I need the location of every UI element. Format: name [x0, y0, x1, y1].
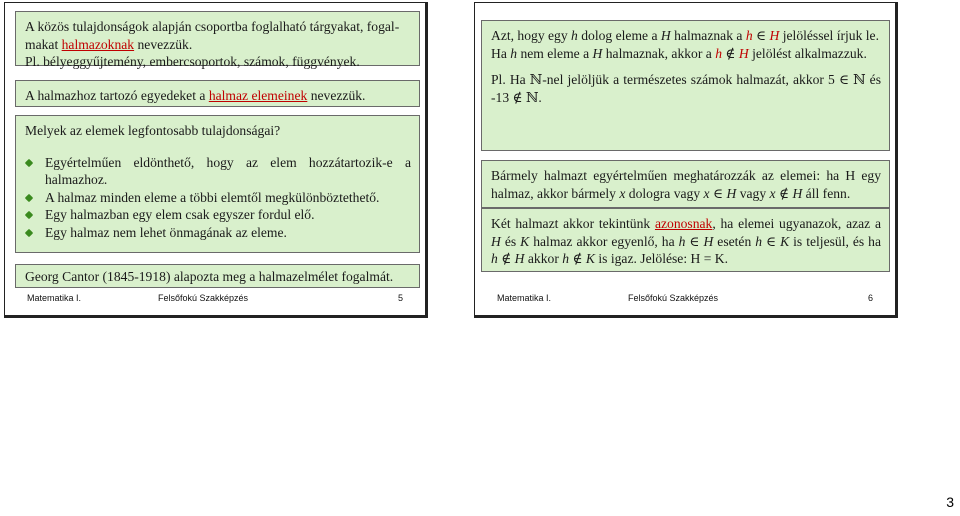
definition-line: A közös tulajdonságok alapján csoportba foglalható tárgyakat, fogal- makat halmazoknak nevezzük. [25, 19, 400, 52]
term-halmaz-elemeinek: halmaz elemeinek [208, 88, 308, 103]
list-item: A halmaz minden eleme a többi elemtől megkülönböztethető. [25, 189, 411, 207]
example-line: Pl. bélyeggyűjtemény, embercsoportok, számok, függvények. [25, 54, 360, 69]
slide-6 [474, 2, 898, 318]
membership-notation: Azt, hogy egy h dolog eleme a H halmaznak a h ∈ H jelöléssel írjuk le. [491, 28, 879, 43]
determination-box [481, 160, 890, 208]
footer-course: Matematika I. [497, 293, 552, 303]
footer-page-number: 5 [397, 293, 403, 303]
bullet-icon [25, 193, 33, 201]
equality-text: Két halmazt akkor tekintünk azonosnak, ha elemei ugyanazok, azaz a H és K halmaz akkor egyenlő, ha h ∈ H esetén h ∈ K is teljesül, és ha h ∉ H akkor h ∉ K is igaz. Jelölése: H = K. [491, 216, 882, 266]
bullet-icon [25, 228, 33, 236]
equality-box [481, 208, 890, 272]
list-item: Egy halmaz nem lehet önmagának az eleme. [25, 224, 411, 242]
determination-text: Bármely halmazt egyértelműen meghatározzák az elemei: ha H egy halmaz, akkor bármely x dologra vagy x ∈ H vagy x ∉ H áll fenn. [491, 168, 881, 201]
elements-definition: A halmazhoz tartozó egyedeket a halmaz elemeinek nevezzük. [25, 88, 366, 103]
slide-footer [497, 293, 873, 305]
cantor-text: Georg Cantor (1845-1918) alapozta meg a halmazelmélet fogalmát. [25, 269, 394, 284]
list-item: Egyértelműen eldönthető, hogy az elem hozzátartozik-e a halmazhoz. [25, 154, 411, 189]
properties-heading: Melyek az elemek legfontosabb tulajdonságai? [25, 123, 281, 138]
footer-institution: Felsőfokú Szakképzés [628, 293, 719, 303]
footer-institution: Felsőfokú Szakképzés [158, 293, 249, 303]
non-membership-notation: Ha h nem eleme a H halmaznak, akkor a h ∉ H jelölést alkalmazzuk. [491, 45, 867, 61]
page-number: 3 [946, 494, 954, 510]
slide-5 [4, 2, 428, 318]
bullet-icon [25, 211, 33, 219]
properties-box [15, 115, 420, 253]
definition-box-sets [15, 11, 420, 69]
membership-box [481, 20, 890, 151]
footer-page-number: 6 [867, 293, 873, 303]
term-halmazoknak: halmazoknak [61, 36, 135, 52]
footer-course: Matematika I. [27, 293, 82, 303]
cantor-box [15, 264, 420, 288]
properties-list [25, 154, 411, 242]
term-azonosnak: azonosnak [654, 216, 713, 231]
list-item: Egy halmazban egy elem csak egyszer fordul elő. [25, 206, 411, 224]
slide-footer [27, 293, 403, 305]
bullet-icon [25, 158, 33, 166]
natural-numbers-example: Pl. Ha ℕ-nel jelöljük a természetes számok halmazát, akkor 5 ∈ ℕ és -13 ∉ ℕ. [491, 72, 881, 105]
definition-box-elements [15, 80, 420, 107]
